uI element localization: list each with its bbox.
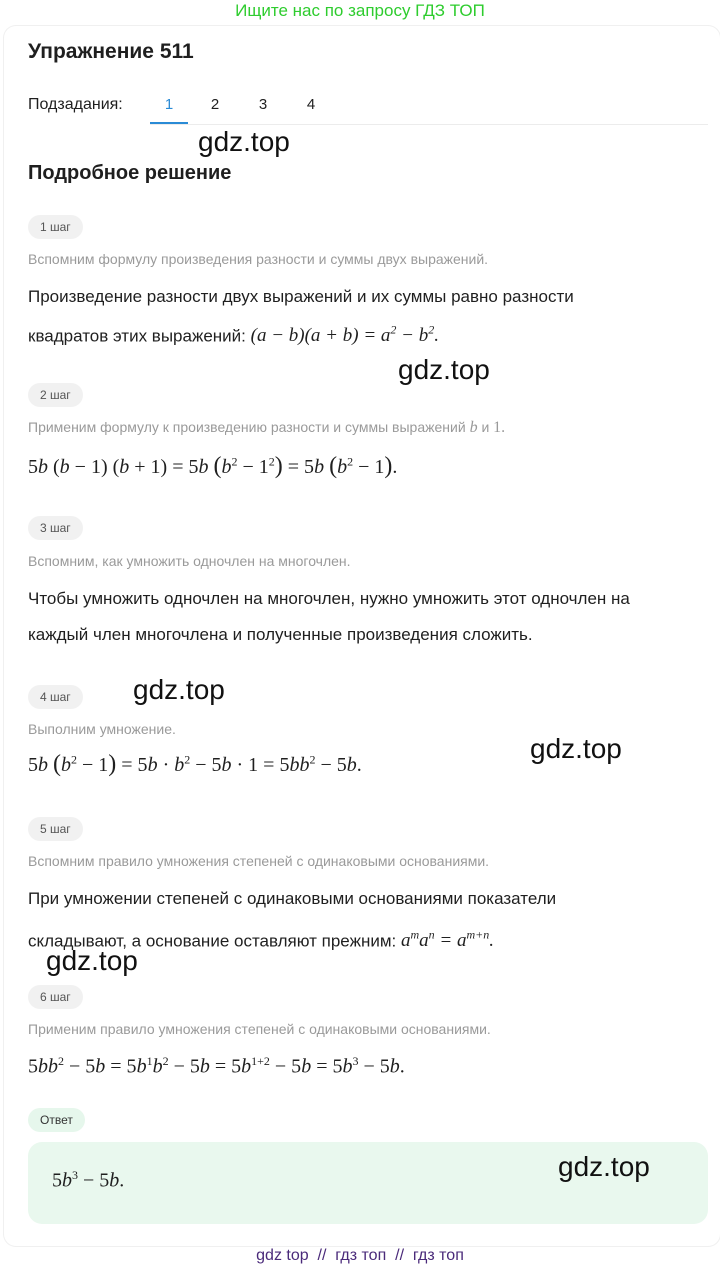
formula: 1. [493, 419, 506, 436]
step-hint: Применим правило умножения степеней с одинаковыми основаниями. [28, 1021, 491, 1037]
step-text: каждый член многочлена и полученные произведения сложить. [28, 625, 533, 644]
tab-3[interactable]: 3 [258, 96, 268, 113]
step-hint-line [28, 419, 505, 437]
tab-2[interactable]: 2 [210, 96, 220, 113]
formula: 5b (b − 1) (b + 1) = 5b $(b^2 - 1^2) = 5b$ $(b^2 - 1)$. [28, 453, 398, 479]
step-text-formula [28, 320, 439, 346]
formula: $(a - b)(a + b) = a^2 - b^2$. [250, 323, 439, 347]
formula: b [469, 419, 478, 436]
formula: $5bb^2 - 5b = 5b^1b^2 - 5b = 5b^{1+2} - 5b = 5b^3 - 5b$. [28, 1054, 405, 1078]
step-badge: 3 шаг [28, 516, 83, 540]
step-hint: Выполним умножение. [28, 721, 176, 737]
tab-1[interactable]: 1 [164, 96, 174, 113]
tabs-divider [150, 124, 708, 125]
watermark: gdz.top [398, 354, 490, 385]
page-title: Упражнение 511 [28, 40, 194, 63]
footer-links[interactable]: gdz top // гдз топ // гдз топ [256, 1247, 464, 1264]
watermark: gdz.top [198, 126, 290, 157]
watermark: gdz.top [558, 1151, 650, 1182]
answer-formula: $5b^3 - 5b$. [52, 1168, 125, 1192]
step-text: При умножении степеней с одинаковыми основаниями показатели [28, 889, 557, 908]
answer-badge: Ответ [28, 1108, 85, 1132]
step-badge: 4 шаг [28, 685, 83, 709]
step-text: квадратов этих выражений: [28, 326, 246, 346]
watermark: gdz.top [530, 733, 622, 764]
step-badge: 5 шаг [28, 817, 83, 841]
step-text: Произведение разности двух выражений и их суммы равно разности [28, 287, 574, 306]
step-hint-conjunction: и [481, 419, 490, 435]
watermark: gdz.top [46, 945, 138, 976]
formula: 5b $(b^2 - 1) = 5b \cdot b^2 - 5b \cdot 1 = 5bb^2 - 5b$. [28, 751, 362, 777]
step-hint: Применим формулу к произведению разности и суммы выражений [28, 419, 466, 435]
step-badge: 6 шаг [28, 985, 83, 1009]
step-text: Чтобы умножить одночлен на многочлен, нужно умножить этот одночлен на [28, 589, 630, 608]
watermark: gdz.top [133, 674, 225, 705]
step-hint: Вспомним формулу произведения разности и суммы двух выражений. [28, 251, 489, 267]
step-hint: Вспомним, как умножить одночлен на многочлен. [28, 553, 351, 569]
formula: $a^ma^n = a^{m+n}$. [400, 928, 494, 952]
step-badge: 2 шаг [28, 383, 83, 407]
step-hint: Вспомним правило умножения степеней с одинаковыми основаниями. [28, 853, 490, 869]
subtasks-label: Подзадания: [28, 96, 123, 113]
section-title: Подробное решение [28, 162, 232, 184]
tab-4[interactable]: 4 [306, 96, 316, 113]
search-banner[interactable]: Ищите нас по запросу ГДЗ ТОП [235, 1, 485, 20]
step-badge: 1 шаг [28, 215, 83, 239]
step-text: складывают, а основание оставляют прежним: [28, 931, 397, 951]
